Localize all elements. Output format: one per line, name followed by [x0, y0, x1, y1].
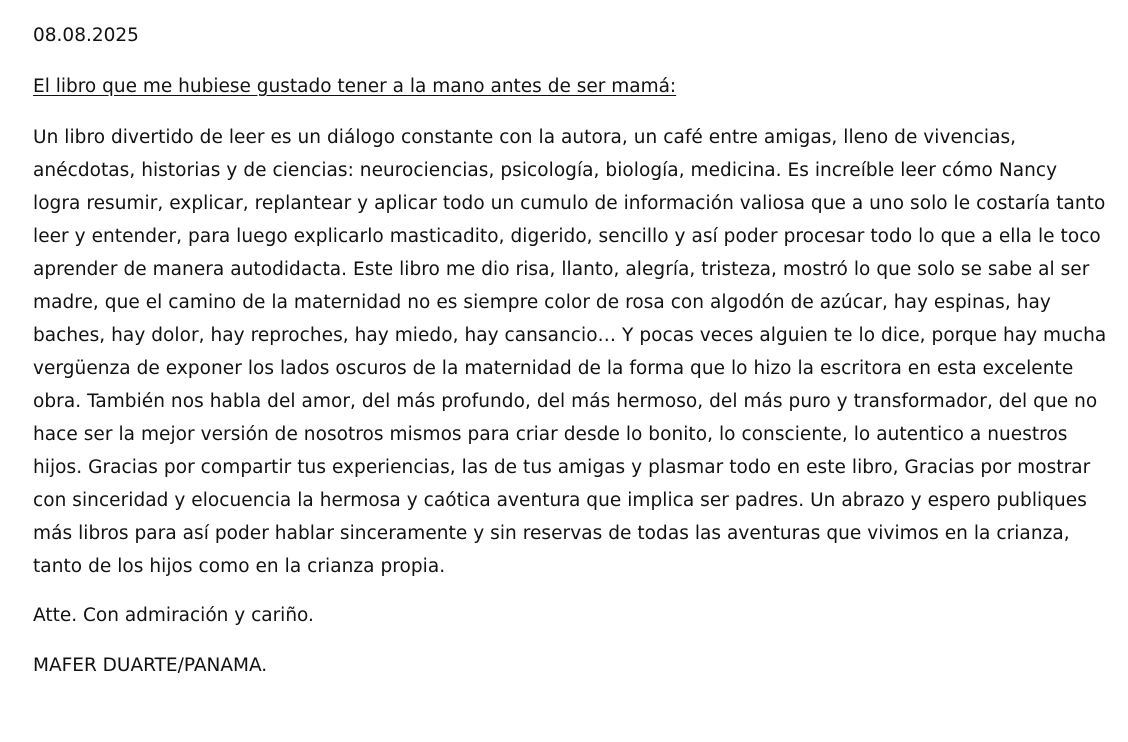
document-signature: MAFER DUARTE/PANAMA.: [33, 655, 268, 676]
document-closing: Atte. Con admiración y cariño.: [33, 605, 314, 626]
document-title: El libro que me hubiese gustado tener a la mano antes de ser mamá:: [33, 76, 677, 97]
document-page: [33, 20, 1108, 682]
document-date: 08.08.2025: [33, 25, 139, 46]
document-body: Un libro divertido de leer es un diálogo constante con la autora, un café entre amigas, lleno de vivencias, anécdotas, historias y de ciencias: neurociencias, psicología, biología, medicina. Es increíble leer cómo Nancy logra resumir, explicar, replantear y aplicar todo un cumulo de información valiosa que a uno solo le costaría tanto leer y entender, para luego explicarlo masticadito, digerido, sencillo y así poder procesar todo lo que a ella le toco aprender de manera autodidacta. Este libro me dio risa, llanto, alegría, tristeza, mostró lo que solo se sabe al ser madre, que el camino de la maternidad no es siempre color de rosa con algodón de azúcar, hay espinas, hay baches, hay dolor, hay reproches, hay miedo, hay cansancio… Y pocas veces alguien te lo dice, porque hay mucha vergüenza de exponer los lados oscuros de la maternidad de la forma que lo hizo la escritora en esta excelente obra. También nos habla del amor, del más profundo, del más hermoso, del más puro y transformador, del que no hace ser la mejor versión de nosotros mismos para criar desde lo bonito, lo consciente, lo autentico a nuestros hijos. Gracias por compartir tus experiencias, las de tus amigas y plasmar todo en este libro, Gracias por mostrar con sinceridad y elocuencia la hermosa y caótica aventura que implica ser padres. Un abrazo y espero publiques más libros para así poder hablar sinceramente y sin reservas de todas las aventuras que vivimos en la crianza, tanto de los hijos como en la crianza propia.: [33, 127, 1107, 577]
